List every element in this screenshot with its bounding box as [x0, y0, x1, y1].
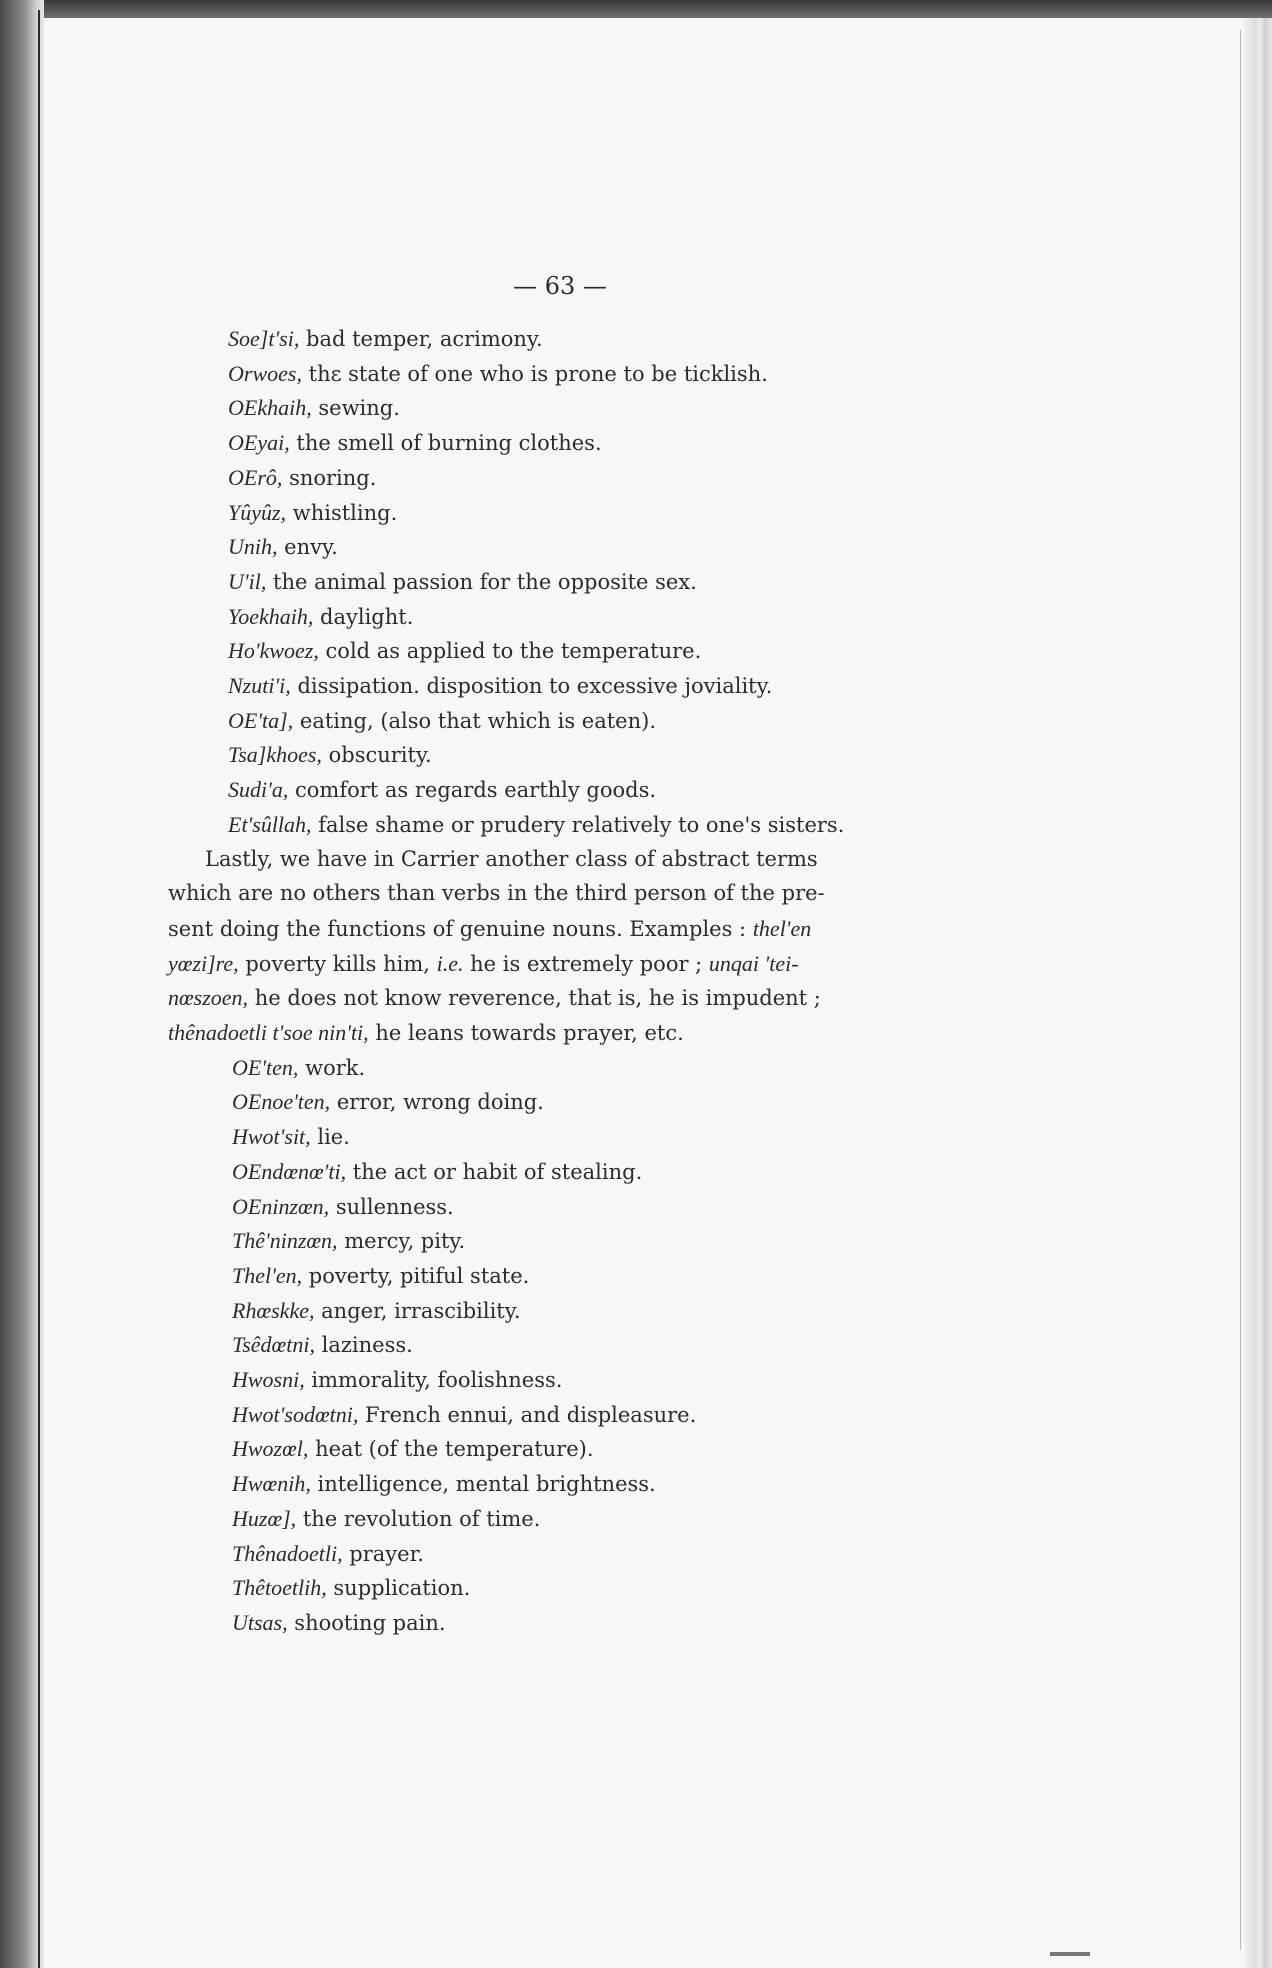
entry-gloss: poverty, pitiful state. — [302, 1263, 530, 1288]
entry-term: Thê'ninzœn, — [232, 1228, 338, 1254]
entry-gloss: supplication. — [326, 1576, 471, 1601]
lexicon-entry — [232, 1089, 544, 1115]
lexicon-entry — [228, 812, 844, 838]
entry-term: Thêtoetlih, — [232, 1575, 327, 1601]
entry-term: OE'ta], — [228, 707, 294, 733]
entry-gloss: sewing. — [311, 396, 400, 421]
entry-gloss: obscurity. — [321, 743, 432, 768]
entry-term: Tsêdœtni, — [232, 1332, 315, 1358]
entry-gloss: the revolution of time. — [296, 1506, 541, 1531]
entry-gloss: the animal passion for the opposite sex. — [266, 569, 697, 594]
entry-gloss: heat (of the temperature). — [308, 1437, 594, 1462]
entry-gloss: whistling. — [286, 500, 398, 525]
entry-term: Hwœnih, — [232, 1471, 311, 1497]
entry-gloss: eating, (also that which is eaten). — [293, 708, 656, 733]
entry-gloss: bad temper, acrimony. — [299, 327, 543, 351]
lexicon-entry — [232, 1471, 656, 1497]
paragraph-text: which are no others than verbs in the third person of the pre- — [168, 881, 825, 906]
lexicon-entry — [232, 1332, 413, 1358]
entry-gloss: comfort as regards earthly goods. — [288, 778, 657, 803]
entry-term: Tsa]khoes, — [228, 742, 322, 768]
entry-gloss: error, wrong doing. — [330, 1090, 544, 1115]
entry-term: Hwot'sit, — [232, 1124, 311, 1150]
entry-gloss: shooting pain. — [287, 1610, 446, 1635]
lexicon-entry — [232, 1436, 594, 1462]
entry-gloss: thε state of one who is prone to be ticklish. — [301, 361, 768, 386]
bottom-smudge — [1050, 1952, 1090, 1956]
entry-term: Hwozœl, — [232, 1436, 309, 1462]
paragraph-text: he does not know reverence, that is, he is impudent ; — [248, 986, 821, 1011]
entry-gloss: anger, irrascibility. — [314, 1298, 521, 1323]
entry-gloss: the act or habit of stealing. — [346, 1159, 643, 1184]
lexicon-entry — [232, 1298, 521, 1324]
entry-term: OEndœnœ'ti, — [232, 1158, 347, 1184]
entry-gloss: cold as applied to the temperature. — [318, 639, 702, 664]
entry-gloss: mercy, pity. — [337, 1229, 466, 1254]
entry-term: Et'sûllah, — [228, 811, 312, 837]
lexicon-entry — [228, 326, 543, 352]
lexicon-entry — [232, 1228, 465, 1254]
entry-term: Thênadoetli, — [232, 1540, 343, 1566]
italic-term: unqai 'tei- — [708, 950, 799, 976]
lexicon-entry — [228, 777, 656, 803]
entry-gloss: prayer. — [342, 1541, 424, 1566]
entry-term: OEninzœn, — [232, 1193, 330, 1219]
lexicon-entry — [228, 708, 656, 734]
lexicon-entry — [232, 1506, 540, 1532]
entry-term: Soe]t'si, — [228, 326, 300, 351]
lexicon-entry — [228, 638, 701, 664]
entry-term: OE'ten, — [232, 1054, 299, 1080]
entry-term: Hwosni, — [232, 1367, 305, 1392]
page-number: — 63 — — [513, 272, 607, 300]
paragraph-text: poverty kills him, — [238, 951, 437, 976]
lexicon-entry — [232, 1610, 446, 1636]
entry-term: U'il, — [228, 568, 267, 594]
italic-term: nœszoen, — [168, 985, 249, 1011]
spine-edge-line — [38, 10, 40, 1968]
lexicon-entry — [232, 1055, 365, 1081]
paragraph-text: Lastly, we have in Carrier another class of abstract terms — [205, 846, 818, 871]
entry-gloss: false shame or prudery relatively to one's sisters. — [311, 812, 845, 837]
entry-term: Utsas, — [232, 1609, 288, 1635]
scan-top-border — [0, 0, 1272, 18]
entry-term: Thel'en, — [232, 1262, 303, 1288]
italic-term: yœzi]re, — [168, 950, 239, 976]
lexicon-entry — [232, 1263, 529, 1289]
lexicon-entry — [228, 361, 768, 387]
lexicon-entry — [232, 1194, 454, 1220]
entry-gloss: envy. — [277, 535, 338, 560]
entry-term: Yoekhaih, — [228, 603, 314, 629]
paragraph-line — [205, 847, 818, 871]
italic-term: thel'en — [752, 915, 812, 941]
lexicon-entry — [228, 604, 413, 630]
italic-term: i.e. — [436, 950, 464, 976]
entry-term: OEyai, — [228, 430, 290, 456]
paragraph-line — [168, 985, 821, 1011]
paragraph-line — [168, 1020, 684, 1046]
entry-term: Ho'kwoez, — [228, 638, 319, 664]
entry-term: Unih, — [228, 534, 278, 560]
lexicon-entry — [232, 1575, 470, 1601]
italic-term: thênadoetli t'soe nin'ti, — [168, 1020, 369, 1045]
lexicon-entry — [232, 1124, 350, 1150]
entry-term: Hwot'sodœtni, — [232, 1401, 359, 1427]
entry-gloss: the smell of burning clothes. — [289, 431, 602, 456]
lexicon-entry — [232, 1367, 562, 1393]
paragraph-line — [168, 881, 825, 905]
entry-gloss: daylight. — [313, 604, 414, 629]
lexicon-entry — [232, 1159, 642, 1185]
page-edge-line — [1240, 30, 1241, 1950]
lexicon-entry — [232, 1402, 696, 1428]
entry-gloss: intelligence, mental brightness. — [310, 1472, 656, 1497]
entry-term: Yûyûz, — [228, 499, 287, 525]
entry-term: Orwoes, — [228, 360, 302, 386]
page-stack-edge — [1244, 18, 1272, 1968]
lexicon-entry — [228, 673, 772, 699]
lexicon-entry — [228, 569, 697, 595]
entry-term: OEkhaih, — [228, 395, 312, 421]
lexicon-entry — [228, 742, 432, 768]
lexicon-entry — [228, 500, 397, 526]
lexicon-entry — [228, 430, 602, 456]
paragraph-line — [168, 916, 811, 942]
entry-gloss: lie. — [310, 1125, 350, 1150]
paragraph-text: he leans towards prayer, etc. — [368, 1021, 684, 1045]
entry-term: OEnoe'ten, — [232, 1089, 331, 1115]
lexicon-entry — [232, 1541, 424, 1567]
entry-gloss: work. — [298, 1055, 366, 1080]
lexicon-entry — [228, 534, 338, 560]
entry-gloss: French ennui, and displeasure. — [358, 1402, 697, 1427]
entry-term: Huzœ], — [232, 1505, 297, 1531]
entry-gloss: sullenness. — [329, 1194, 454, 1219]
entry-gloss: snoring. — [282, 465, 377, 490]
entry-gloss: immorality, foolishness. — [304, 1368, 563, 1392]
entry-term: OErô, — [228, 464, 283, 490]
lexicon-entry — [228, 395, 400, 421]
lexicon-entry — [228, 465, 376, 491]
paragraph-line — [168, 951, 799, 977]
paragraph-text: he is extremely poor ; — [463, 951, 709, 976]
entry-term: Sudi'a, — [228, 777, 289, 803]
entry-gloss: laziness. — [314, 1333, 413, 1358]
paragraph-text: sent doing the functions of genuine nouns. Examples : — [168, 916, 753, 941]
entry-term: Rhœskke, — [232, 1297, 315, 1323]
entry-gloss: dissipation. disposition to excessive joviality. — [290, 674, 773, 698]
entry-term: Nzuti'i, — [228, 673, 291, 698]
